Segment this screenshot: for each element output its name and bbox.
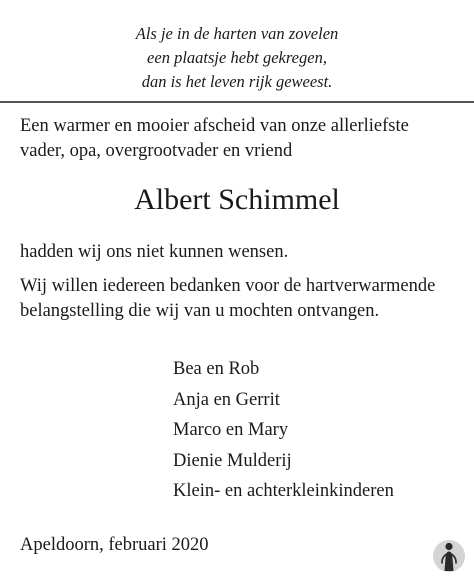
body-paragraph-2-line-1: Wij willen iedereen bedanken voor de hartverwarmende (20, 276, 436, 296)
body-paragraph-2 (20, 274, 460, 324)
signature-item: Dienie Mulderij (173, 450, 292, 471)
body-paragraph-2-line-2: belangstelling die wij van u mochten ontvangen. (20, 301, 380, 321)
intro-line-1: Een warmer en mooier afscheid van onze allerliefste (20, 116, 409, 136)
deceased-name: Albert Schimmel (134, 183, 340, 216)
place-date: Apeldoorn, februari 2020 (20, 535, 209, 555)
poem (0, 22, 474, 94)
signature-item: Bea en Rob (173, 359, 260, 379)
signature-list (173, 354, 394, 507)
divider-line (0, 101, 474, 103)
poem-line-2: een plaatsje hebt gekregen, (147, 48, 327, 67)
poem-line-3: dan is het leven rijk geweest. (141, 72, 333, 91)
signature-item: Klein- en achterkleinkinderen (173, 481, 394, 501)
signature-item: Anja en Gerrit (173, 389, 280, 410)
intro-line-2: vader, opa, overgrootvader en vriend (20, 141, 293, 161)
intro-text (20, 114, 460, 164)
body-paragraph-1: hadden wij ons niet kunnen wensen. (20, 242, 289, 262)
poem-line-1: Als je in de harten van zovelen (135, 24, 339, 43)
figure-logo-icon (432, 538, 466, 574)
signature-item: Marco en Mary (173, 420, 289, 440)
